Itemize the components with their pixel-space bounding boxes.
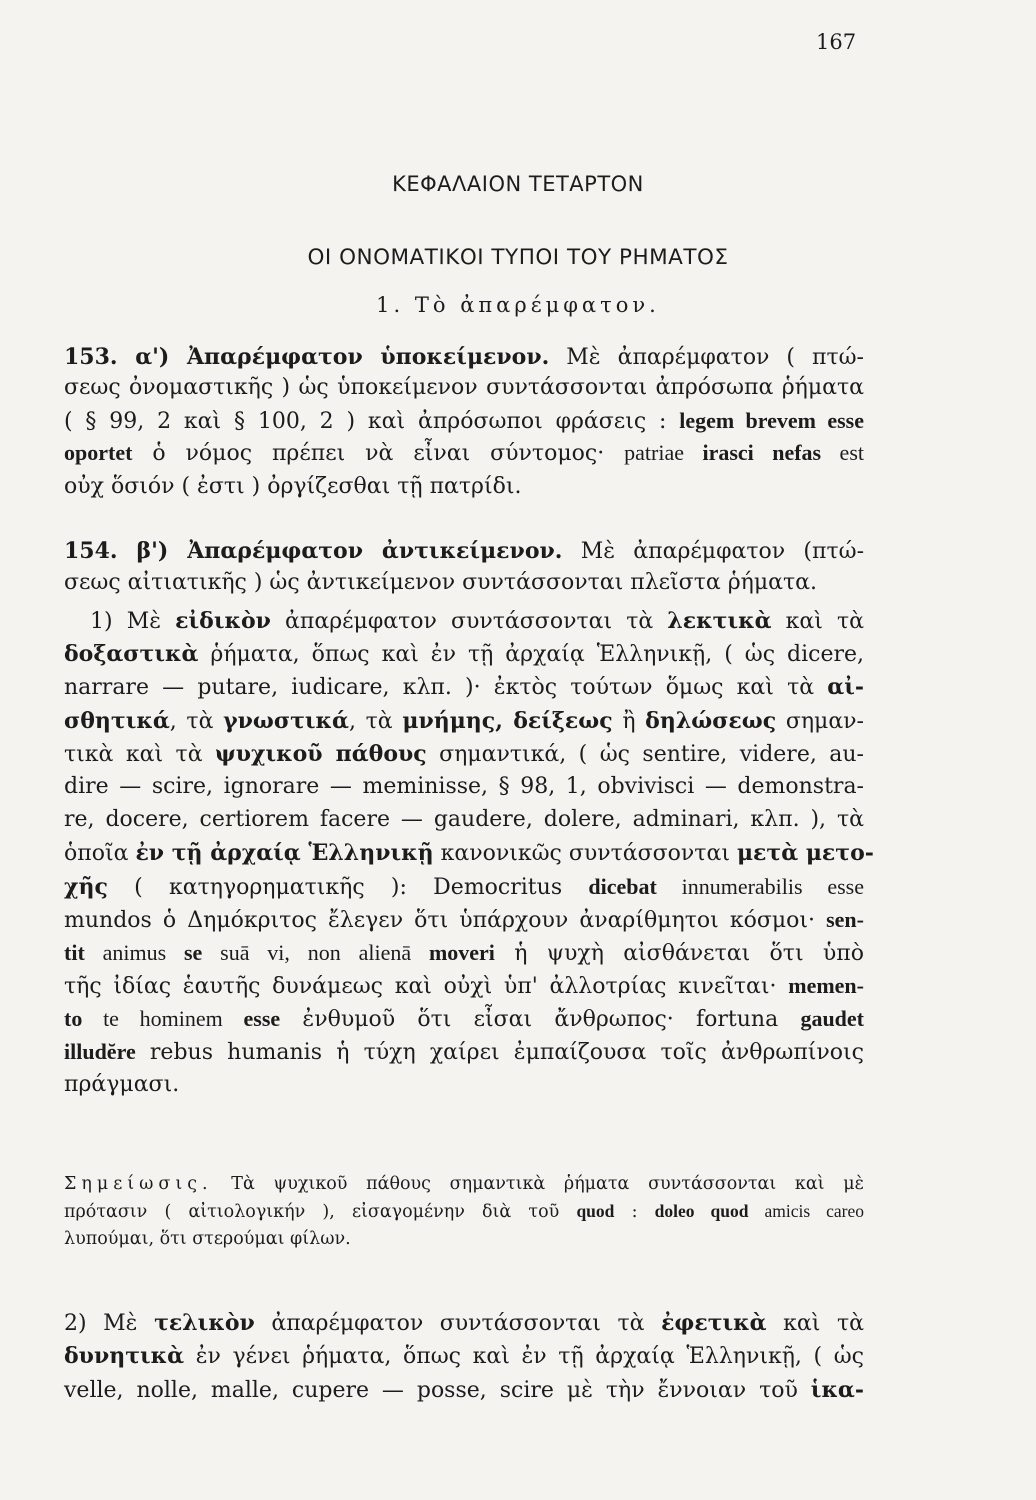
text-line: σθητικά, τὰ γνωστικά, τὰ μνήμης, δείξεως ἢ δηλώσεως σημαν- bbox=[64, 708, 864, 734]
text-line: 154. β') Ἀπαρέμφατον ἀντικείμενον. Μὲ ἀπαρέμφατον (πτώ- bbox=[64, 538, 864, 564]
text-line: to te hominem esse ἐνθυμοῦ ὅτι εἶσαι ἄνθρωπος· fortuna gaudet bbox=[64, 1006, 864, 1032]
chapter-title: ΟΙ ΟΝΟΜΑΤΙΚΟΙ ΤΥΠΟΙ ΤΟΥ ΡΗΜΑΤΟΣ bbox=[307, 245, 729, 270]
text-line: πρότασιν ( αἰτιολογικήν ), εἰσαγομένην διὰ τοῦ quod : doleo quod amicis careo bbox=[64, 1201, 865, 1222]
text-line: 1) Μὲ εἰδικὸν ἀπαρέμφατον συντάσσονται τὰ λεκτικὰ καὶ τὰ bbox=[90, 608, 864, 634]
text-line: λυπούμαι, ὅτι στερούμαι φίλων. bbox=[64, 1229, 351, 1249]
text-line: narrare — putare, iudicare, κλπ. )· ἐκτὸς τούτων ὅμως καὶ τὰ αἰ- bbox=[64, 674, 864, 700]
text-line: ὁποῖα ἐν τῇ ἀρχαίᾳ Ἑλληνικῇ κανονικῶς συντάσσονται μετὰ μετο- bbox=[64, 840, 874, 866]
text-line: σεως ὀνομαστικῆς ) ὡς ὑποκείμενον συντάσσονται ἀπρόσωπα ῥήματα bbox=[64, 375, 864, 400]
text-line: οὐχ ὅσιόν ( ἐστι ) ὀργίζεσθαι τῇ πατρίδι. bbox=[64, 474, 522, 499]
text-line: dire — scire, ignorare — meminisse, § 98, 1, obvivisci — demonstra- bbox=[64, 774, 864, 799]
text-line: πράγμασι. bbox=[64, 1072, 180, 1097]
paragraph-heading: 154. β') Ἀπαρέμφατον ἀντικείμενον. bbox=[64, 538, 563, 564]
paragraph-heading: 153. α') Ἀπαρέμφατον ὑποκείμενον. bbox=[64, 344, 550, 370]
text-line: 2) Μὲ τελικὸν ἀπαρέμφατον συντάσσονται τὰ ἐφετικὰ καὶ τὰ bbox=[64, 1310, 865, 1336]
note-heading: Σημείωσις. bbox=[64, 1174, 213, 1194]
text-line: ( § 99, 2 καὶ § 100, 2 ) καὶ ἀπρόσωποι φράσεις : legem brevem esse bbox=[64, 408, 864, 434]
text-line: τῆς ἰδίας ἑαυτῆς δυνάμεως καὶ οὐχὶ ὑπ' ἀλλοτρίας κινεῖται· memen- bbox=[64, 973, 864, 999]
text-line: tit animus se suā vi, non alienā moveri ἡ ψυχὴ αἰσθάνεται ὅτι ὑπὸ bbox=[64, 940, 864, 966]
text-line: velle, nolle, malle, cupere — posse, scire μὲ τὴν ἔννοιαν τοῦ ἱκα- bbox=[64, 1377, 864, 1403]
text-line: σεως αἰτιατικῆς ) ὡς ἀντικείμενον συντάσσονται πλεῖστα ῥήματα. bbox=[64, 570, 818, 595]
text-line: oportet ὁ νόμος πρέπει νὰ εἶναι σύντομος· patriae irasci nefas est bbox=[64, 440, 864, 466]
chapter-label: ΚΕΦΑΛΑΙΟΝ ΤΕΤΑΡΤΟΝ bbox=[392, 172, 644, 196]
text-line: 153. α') Ἀπαρέμφατον ὑποκείμενον. Μὲ ἀπαρέμφατον ( πτώ- bbox=[64, 344, 864, 370]
text-line: re, docere, certiorem facere — gaudere, dolere, adminari, κλπ. ), τὰ bbox=[64, 807, 864, 832]
text-line: δυνητικὰ ἐν γένει ῥήματα, ὅπως καὶ ἐν τῇ ἀρχαίᾳ Ἑλληνικῇ, ( ὡς bbox=[64, 1343, 864, 1369]
section-heading: 1. Τὸ ἀπαρέμφατον. bbox=[376, 293, 660, 317]
text-line: τικὰ καὶ τὰ ψυχικοῦ πάθους σημαντικά, ( ὡς sentire, videre, au- bbox=[64, 741, 864, 767]
text-line: δοξαστικὰ ῥήματα, ὅπως καὶ ἐν τῇ ἀρχαίᾳ Ἑλληνικῇ, ( ὡς dicere, bbox=[64, 641, 864, 667]
text-line: Σημείωσις. Τὰ ψυχικοῦ πάθους σημαντικὰ ῥήματα συντάσσονται καὶ μὲ bbox=[64, 1174, 864, 1194]
text-line: illudĕre rebus humanis ἡ τύχη χαίρει ἐμπαίζουσα τοῖς ἀνθρωπίνοις bbox=[64, 1039, 864, 1065]
text-line: χῆς ( κατηγορηματικῆς ): Democritus dicebat innumerabilis esse bbox=[64, 874, 864, 900]
page-number: 167 bbox=[816, 30, 857, 54]
text-line: mundos ὁ Δημόκριτος ἔλεγεν ὅτι ὑπάρχουν ἀναρίθμητοι κόσμοι· sen- bbox=[64, 907, 864, 933]
